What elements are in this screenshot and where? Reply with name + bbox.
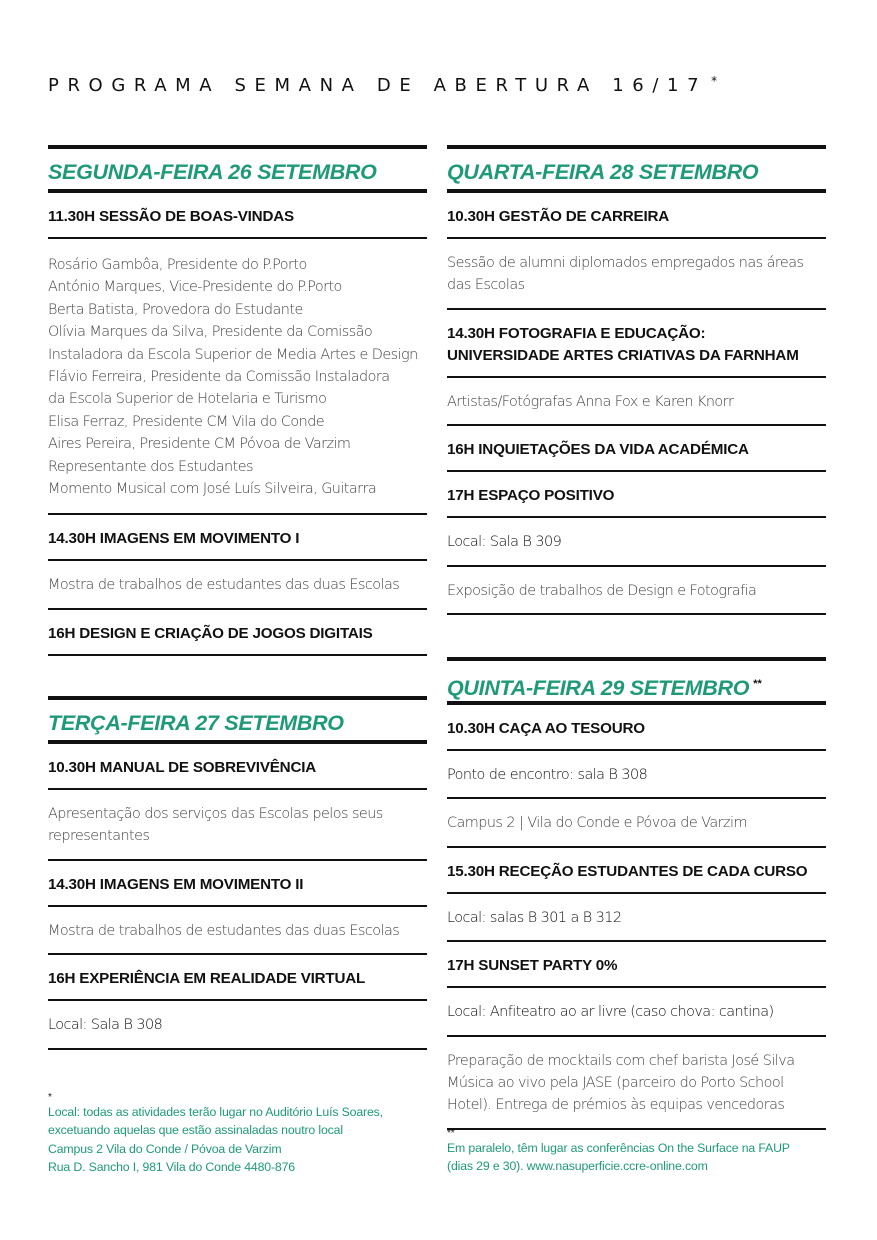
session-title [447, 310, 826, 376]
footnote-line: Em paralelo, têm lugar as conferências On the Surface na FAUP [447, 1141, 790, 1155]
day-title [447, 661, 826, 701]
footnote-conferences [447, 1129, 790, 1176]
session-title: 10.30H MANUAL DE SOBREVIVÊNCIA [48, 758, 316, 776]
day-title: QUARTA-FEIRA 28 SETEMBRO [447, 160, 759, 184]
divider [48, 1048, 427, 1050]
session-title: 11.30H SESSÃO DE BOAS-VINDAS [48, 208, 294, 225]
footnote-line: Rua D. Sancho I, 981 Vila do Conde 4480-876 [48, 1159, 295, 1174]
page-title-text: PROGRAMA SEMANA DE ABERTURA 16/17 [48, 75, 708, 96]
day-title-text: QUINTA-FEIRA 29 SETEMBRO [447, 676, 750, 701]
session-description [447, 1037, 826, 1128]
session-location: Local: Anfiteatro ao ar livre (caso chova: cantina) [447, 1004, 774, 1021]
session-title: 17H SUNSET PARTY 0% [447, 957, 618, 975]
session-title: 14.30H IMAGENS EM MOVIMENTO II [48, 875, 304, 893]
desc-line: Representante dos Estudantes [48, 458, 253, 475]
session-description [48, 790, 427, 859]
day-wednesday [447, 145, 826, 615]
session-location: Local: Sala B 309 [447, 534, 562, 551]
day-tuesday [48, 696, 427, 1050]
title-line: UNIVERSIDADE ARTES CRIATIVAS DA FARNHAM [447, 346, 799, 364]
footnote-mark: * [711, 74, 718, 88]
divider [447, 613, 826, 615]
desc-line: representantes [48, 828, 150, 845]
session-title: 14.30H IMAGENS EM MOVIMENTO I [48, 530, 300, 548]
footnote-mark: ** [753, 678, 762, 691]
footnote-mark: ** [447, 1128, 455, 1139]
desc-line: António Marques, Vice-Presidente do P.Porto [48, 279, 342, 296]
footnote-mark: * [48, 1092, 52, 1103]
session-title: 16H EXPERIÊNCIA EM REALIDADE VIRTUAL [48, 970, 366, 988]
footnote-location [48, 1093, 383, 1176]
session-description: Mostra de trabalhos de estudantes das duas Escolas [48, 577, 400, 594]
desc-line: das Escolas [447, 277, 525, 294]
session-title: 16H DESIGN E CRIAÇÃO DE JOGOS DIGITAIS [48, 624, 373, 642]
day-thursday [447, 657, 826, 1130]
session-title: 10.30H CAÇA AO TESOURO [447, 720, 645, 738]
day-monday [48, 145, 427, 656]
day-title: SEGUNDA-FEIRA 26 SETEMBRO [48, 160, 377, 184]
footnote-line: Local: todas as atividades terão lugar no Auditório Luís Soares, [48, 1105, 383, 1119]
desc-line: Olívia Marques da Silva, Presidente da Comissão [48, 324, 373, 341]
footnote-line: excetuando aquelas que estão assinaladas noutro local [48, 1123, 343, 1138]
desc-line: Aires Pereira, Presidente CM Póvoa de Varzim [48, 436, 351, 453]
desc-line: Berta Batista, Provedora do Estudante [48, 301, 303, 318]
session-location: Ponto de encontro: sala B 308 [447, 767, 648, 784]
day-title: TERÇA-FEIRA 27 SETEMBRO [48, 710, 344, 735]
session-description: Exposição de trabalhos de Design e Fotografia [447, 582, 757, 599]
desc-line: Sessão de alumni diplomados empregados nas áreas [447, 255, 804, 271]
desc-line: Elisa Ferraz, Presidente CM Vila do Conde [48, 413, 325, 430]
desc-line: Música ao vivo pela JASE (parceiro do Porto School [447, 1075, 784, 1092]
desc-line: Preparação de mocktails com chef barista José Silva [447, 1052, 795, 1069]
desc-line: Instaladora da Escola Superior de Media Artes e Design [48, 346, 418, 363]
page-title [48, 74, 717, 96]
session-title: 16H INQUIETAÇÕES DA VIDA ACADÉMICA [447, 441, 749, 459]
desc-line: Momento Musical com José Luís Silveira, Guitarra [48, 481, 377, 498]
footnote-line: (dias 29 e 30). www.nasuperficie.ccre-online.com [447, 1159, 708, 1174]
desc-line: Rosário Gambôa, Presidente do P.Porto [48, 257, 307, 273]
session-description: Artistas/Fotógrafas Anna Fox e Karen Knorr [447, 393, 734, 410]
desc-line: Apresentação dos serviços das Escolas pelos seus [48, 805, 383, 822]
desc-line: da Escola Superior de Hotelaria e Turismo [48, 391, 327, 408]
session-description: Mostra de trabalhos de estudantes das duas Escolas [48, 922, 400, 939]
session-title: 15.30H RECEÇÃO ESTUDANTES DE CADA CURSO [447, 862, 808, 880]
session-description [48, 239, 427, 513]
left-column [48, 145, 427, 1050]
title-line: 14.30H FOTOGRAFIA E EDUCAÇÃO: [447, 324, 706, 342]
desc-line: Hotel). Entrega de prémios às equipas vencedoras [447, 1097, 785, 1114]
divider [48, 654, 427, 656]
right-column [447, 145, 826, 1130]
session-location: Local: Sala B 308 [48, 1017, 163, 1034]
session-description [447, 239, 826, 308]
session-location: Local: salas B 301 a B 312 [447, 909, 622, 926]
session-title: 17H ESPAÇO POSITIVO [447, 487, 615, 505]
session-title: 10.30H GESTÃO DE CARREIRA [447, 208, 670, 225]
footnote-line: Campus 2 Vila do Conde / Póvoa de Varzim [48, 1141, 282, 1156]
session-description: Campus 2 | Vila do Conde e Póvoa de Varzim [447, 815, 747, 832]
desc-line: Flávio Ferreira, Presidente da Comissão Instaladora [48, 369, 390, 386]
